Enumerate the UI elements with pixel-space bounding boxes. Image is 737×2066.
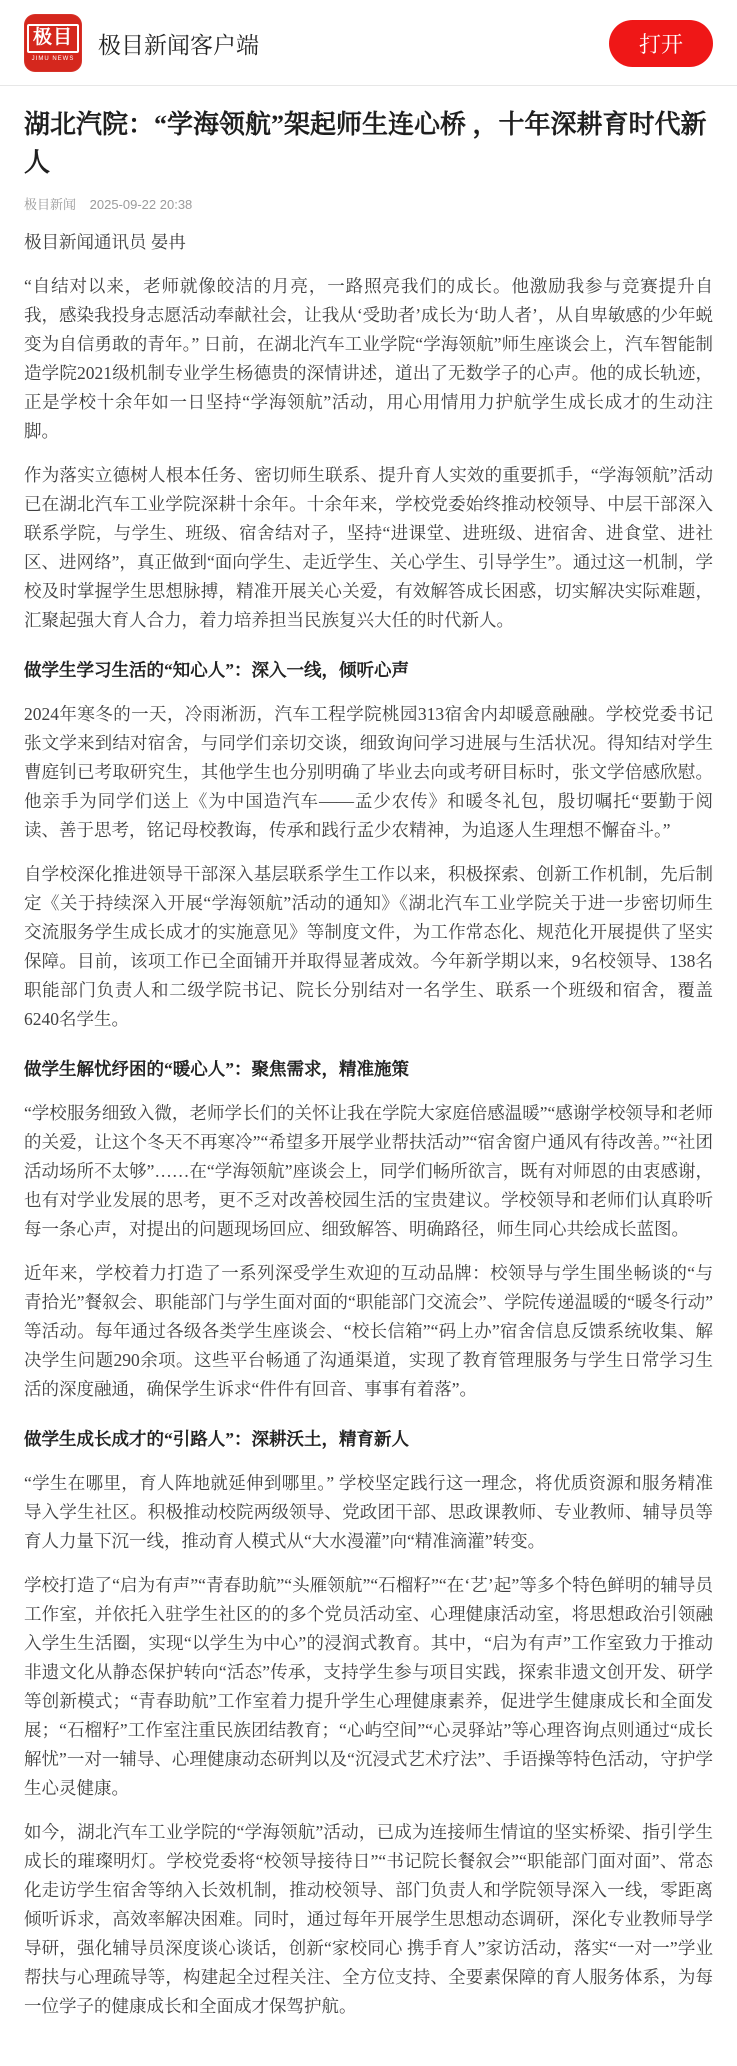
- article-paragraph: “学生在哪里，育人阵地就延伸到哪里。” 学校坚定践行这一理念，将优质资源和服务精准导入学生社区。积极推动校院两级领导、党政团干部、思政课教师、专业教师、辅导员等育人力量下沉一线，推动育人模式从“大水漫灌”向“精准滴灌”转变。: [24, 1473, 713, 1552]
- article: [0, 106, 737, 2066]
- open-app-button[interactable]: 打开: [609, 20, 713, 67]
- article-paragraph: “自结对以来，老师就像皎洁的月亮，一路照亮我们的成长。他激励我参与竞赛提升自我，感染我投身志愿活动奉献社会，让我从‘受助者’成长为‘助人者’，从自卑敏感的少年蜕变为自信勇敢的青年。” 日前，在湖北汽车工业学院“学海领航”师生座谈会上，汽车智能制造学院2021级机制专业学生杨德贵的深情讲述，道出了无数学子的心声。他的成长轨迹，正是学校十余年如一日坚持“学海领航”活动，用心用情用力护航学生成长成才的生动注脚。: [24, 276, 713, 442]
- author-line: 极目新闻通讯员 晏冉: [24, 232, 186, 253]
- article-paragraph: 学校打造了“启为有声”“青春助航”“头雁领航”“石榴籽”“在‘艺’起”等多个特色鲜明的辅导员工作室，并依托入驻学生社区的的多个党员活动室、心理健康活动室，将思想政治引领融入学生生活圈，实现“以学生为中心”的浸润式教育。其中，“启为有声”工作室致力于推动非遗文化从静态保护转向“活态”传承，支持学生参与项目实践，探索非遗文创开发、研学等创新模式；“青春助航”工作室着力提升学生心理健康素养，促进学生健康成长和全面发展；“石榴籽”工作室注重民族团结教育；“心屿空间”“心灵驿站”等心理咨询点则通过“成长解忧”一对一辅导、心理健康动态研判以及“沉浸式艺术疗法”、手语操等特色活动，守护学生心灵健康。: [24, 1575, 713, 1799]
- section-heading: 做学生学习生活的“知心人”：深入一线，倾听心声: [24, 660, 409, 681]
- section-heading: 做学生成长成才的“引路人”：深耕沃土，精育新人: [24, 1429, 409, 1450]
- article-body: [24, 228, 713, 2021]
- article-title: 湖北汽院：“学海领航”架起师生连心桥 ，十年深耕育时代新人: [24, 110, 707, 177]
- jimu-news-logo-icon[interactable]: [24, 14, 82, 72]
- article-paragraph: 2024年寒冬的一天，冷雨淅沥，汽车工程学院桃园313宿舍内却暖意融融。学校党委书记张文学来到结对宿舍，与同学们亲切交谈，细致询问学习进展与生活状况。得知结对学生曹庭钊已考取研究生，其他学生也分别明确了毕业去向或考研目标时，张文学倍感欣慰。他亲手为同学们送上《为中国造汽车——孟少农传》和暖冬礼包，殷切嘱托“要勤于阅读、善于思考，铭记母校教诲，传承和践行孟少农精神，为追逐人生理想不懈奋斗。”: [24, 704, 713, 841]
- article-paragraph: 近年来，学校着力打造了一系列深受学生欢迎的互动品牌：校领导与学生围坐畅谈的“与青拾光”餐叙会、职能部门与学生面对面的“职能部门交流会”、学院传递温暖的“暖冬行动”等活动。每年通过各级各类学生座谈会、“校长信箱”“码上办”宿舍信息反馈系统收集、解决学生问题290余项。这些平台畅通了沟通渠道，实现了教育管理服务与学生日常学习生活的深度融通，确保学生诉求“件件有回音、事事有着落”。: [24, 1263, 713, 1400]
- article-meta: [24, 194, 713, 213]
- article-paragraph: 自学校深化推进领导干部深入基层联系学生工作以来，积极探索、创新工作机制，先后制定《关于持续深入开展“学海领航”活动的通知》《湖北汽车工业学院关于进一步密切师生交流服务学生成长成才的实施意见》等制度文件，为工作常态化、规范化开展提供了坚实保障。目前，该项工作已全面铺开并取得显著成效。今年新学期以来，9名校领导、138名职能部门负责人和二级学院书记、院长分别结对一名学生、联系一个班级和宿舍，覆盖6240名学生。: [24, 864, 713, 1030]
- article-publish-time: 2025-09-22 20:38: [89, 197, 193, 213]
- logo-subtext: JIMU NEWS: [31, 56, 75, 62]
- article-paragraph: 作为落实立德树人根本任务、密切师生联系、提升育人实效的重要抓手，“学海领航”活动已在湖北汽车工业学院深耕十余年。十余年来，学校党委始终推动校领导、中层干部深入联系学院，与学生、班级、宿舍结对子，坚持“进课堂、进班级、进宿舍、进食堂、进社区、进网络”，真正做到“面向学生、走近学生、关心学生、引导学生”。通过这一机制，学校及时掌握学生思想脉搏，精准开展关心关爱，有效解答成长困惑，切实解决实际难题，汇聚起强大育人合力，着力培养担当民族复兴大任的时代新人。: [24, 465, 713, 631]
- article-paragraph: 如今，湖北汽车工业学院的“学海领航”活动，已成为连接师生情谊的坚实桥梁、指引学生成长的璀璨明灯。学校党委将“校领导接待日”“书记院长餐叙会”“职能部门面对面”、常态化走访学生宿舍等纳入长效机制，推动校领导、部门负责人和学院领导深入一线，零距离倾听诉求，高效率解决困难。同时，通过每年开展学生思想动态调研，深化专业教师导学导研，强化辅导员深度谈心谈话，创新“家校同心 携手育人”家访活动，落实“一对一”学业帮扶与心理疏导等，构建起全过程关注、全方位支持、全要素保障的育人服务体系，为每一位学子的健康成长和全面成才保驾护航。: [24, 1822, 713, 2017]
- section-heading: 做学生解忧纾困的“暖心人”：聚焦需求，精准施策: [24, 1059, 409, 1080]
- logo-text: 极目: [27, 24, 79, 53]
- app-name: 极目新闻客户端: [98, 32, 259, 58]
- article-source: 极目新闻: [24, 197, 77, 213]
- app-banner: [0, 0, 737, 86]
- article-paragraph: “学校服务细致入微，老师学长们的关怀让我在学院大家庭倍感温暖”“感谢学校领导和老师的关爱，让这个冬天不再寒冷”“希望多开展学业帮扶活动”“宿舍窗户通风有待改善。”“社团活动场所不太够”……在“学海领航”座谈会上，同学们畅所欲言，既有对师恩的由衷感谢，也有对学业发展的思考，更不乏对改善校园生活的宝贵建议。学校领导和老师们认真聆听每一条心声，对提出的问题现场回应、细致解答、明确路径，师生同心共绘成长蓝图。: [24, 1103, 713, 1240]
